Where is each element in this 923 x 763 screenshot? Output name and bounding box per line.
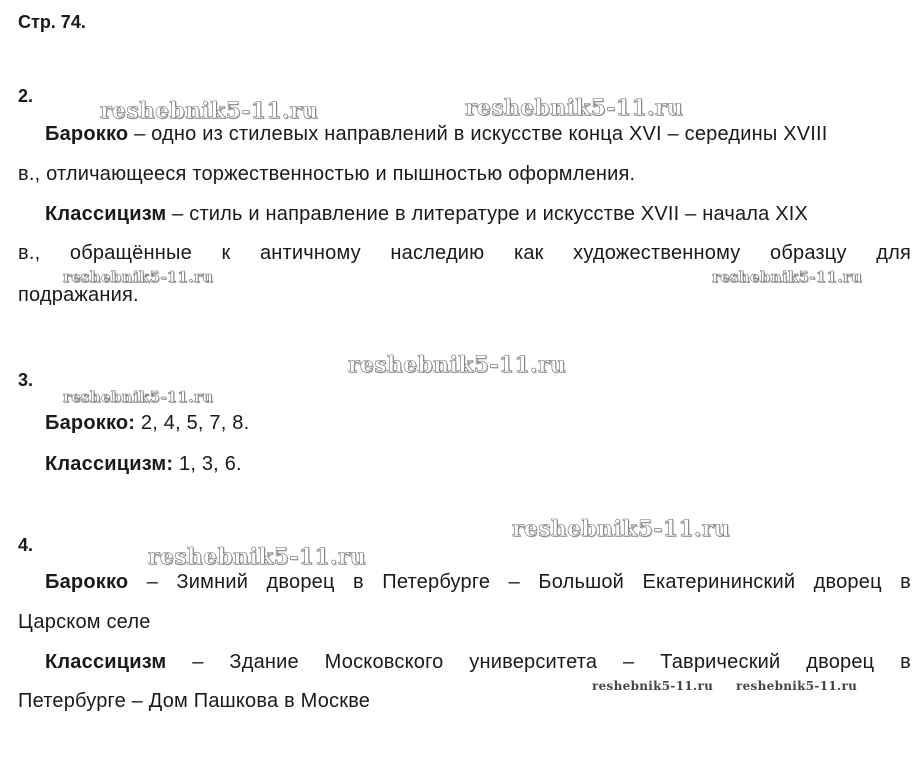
watermark: reshebnik5-11.ru: [100, 98, 319, 124]
watermark: reshebnik5-11.ru: [148, 544, 367, 570]
section-2-classicism-line-2: в., обращённые к античному наследию как художественному образцу для: [18, 242, 911, 264]
watermark: reshebnik5-11.ru: [736, 679, 858, 693]
watermark: reshebnik5-11.ru: [592, 679, 714, 693]
section-2-classicism-term: Классицизм: [45, 203, 167, 225]
section-2-classicism-line-3: подражания.: [18, 284, 139, 306]
section-4-classicism-term: Классицизм: [45, 651, 167, 673]
section-2-classicism-line-1: [45, 203, 808, 226]
section-2-baroque-line-1: [45, 123, 828, 146]
section-2-number: 2.: [18, 86, 34, 106]
section-3-classicism-answers: 1, 3, 6.: [173, 453, 242, 475]
section-2-classicism-def-1: – стиль и направление в литературе и искусстве XVII – начала XIX: [166, 203, 809, 225]
section-2-baroque-def-1: – одно из стилевых направлений в искусстве конца XVI – середины XVIII: [128, 123, 828, 145]
section-4-number: 4.: [18, 535, 34, 555]
section-3-number: 3.: [18, 370, 34, 390]
section-3-baroque-line: [45, 412, 249, 435]
section-4-baroque-term: Барокко: [45, 571, 129, 593]
section-4-baroque-line-1: [45, 571, 911, 594]
section-2-baroque-line-2: в., отличающееся торжественностью и пышностью оформления.: [18, 163, 636, 185]
section-3-classicism-line: [45, 453, 242, 476]
section-3-baroque-term: Барокко:: [45, 412, 136, 434]
page-number: Стр. 74.: [18, 12, 86, 32]
watermark: reshebnik5-11.ru: [348, 352, 567, 378]
watermark: reshebnik5-11.ru: [465, 95, 684, 121]
section-3-classicism-term: Классицизм:: [45, 453, 174, 475]
watermark: reshebnik5-11.ru: [712, 268, 863, 286]
section-4-classicism-line-2: Петербурге – Дом Пашкова в Москве: [18, 690, 371, 712]
section-4-baroque-line-2: Царском селе: [18, 611, 151, 633]
section-2-baroque-term: Барокко: [45, 123, 129, 145]
watermark: reshebnik5-11.ru: [512, 516, 731, 542]
watermark: reshebnik5-11.ru: [63, 388, 214, 406]
section-4-baroque-text-1: – Зимний дворец в Петербурге – Большой Екатерининский дворец в: [128, 571, 911, 593]
section-3-baroque-answers: 2, 4, 5, 7, 8.: [135, 412, 250, 434]
section-4-classicism-text-1: – Здание Московского университета – Таврический дворец в: [166, 651, 911, 673]
section-4-classicism-line-1: [45, 651, 911, 674]
watermark: reshebnik5-11.ru: [63, 268, 214, 286]
